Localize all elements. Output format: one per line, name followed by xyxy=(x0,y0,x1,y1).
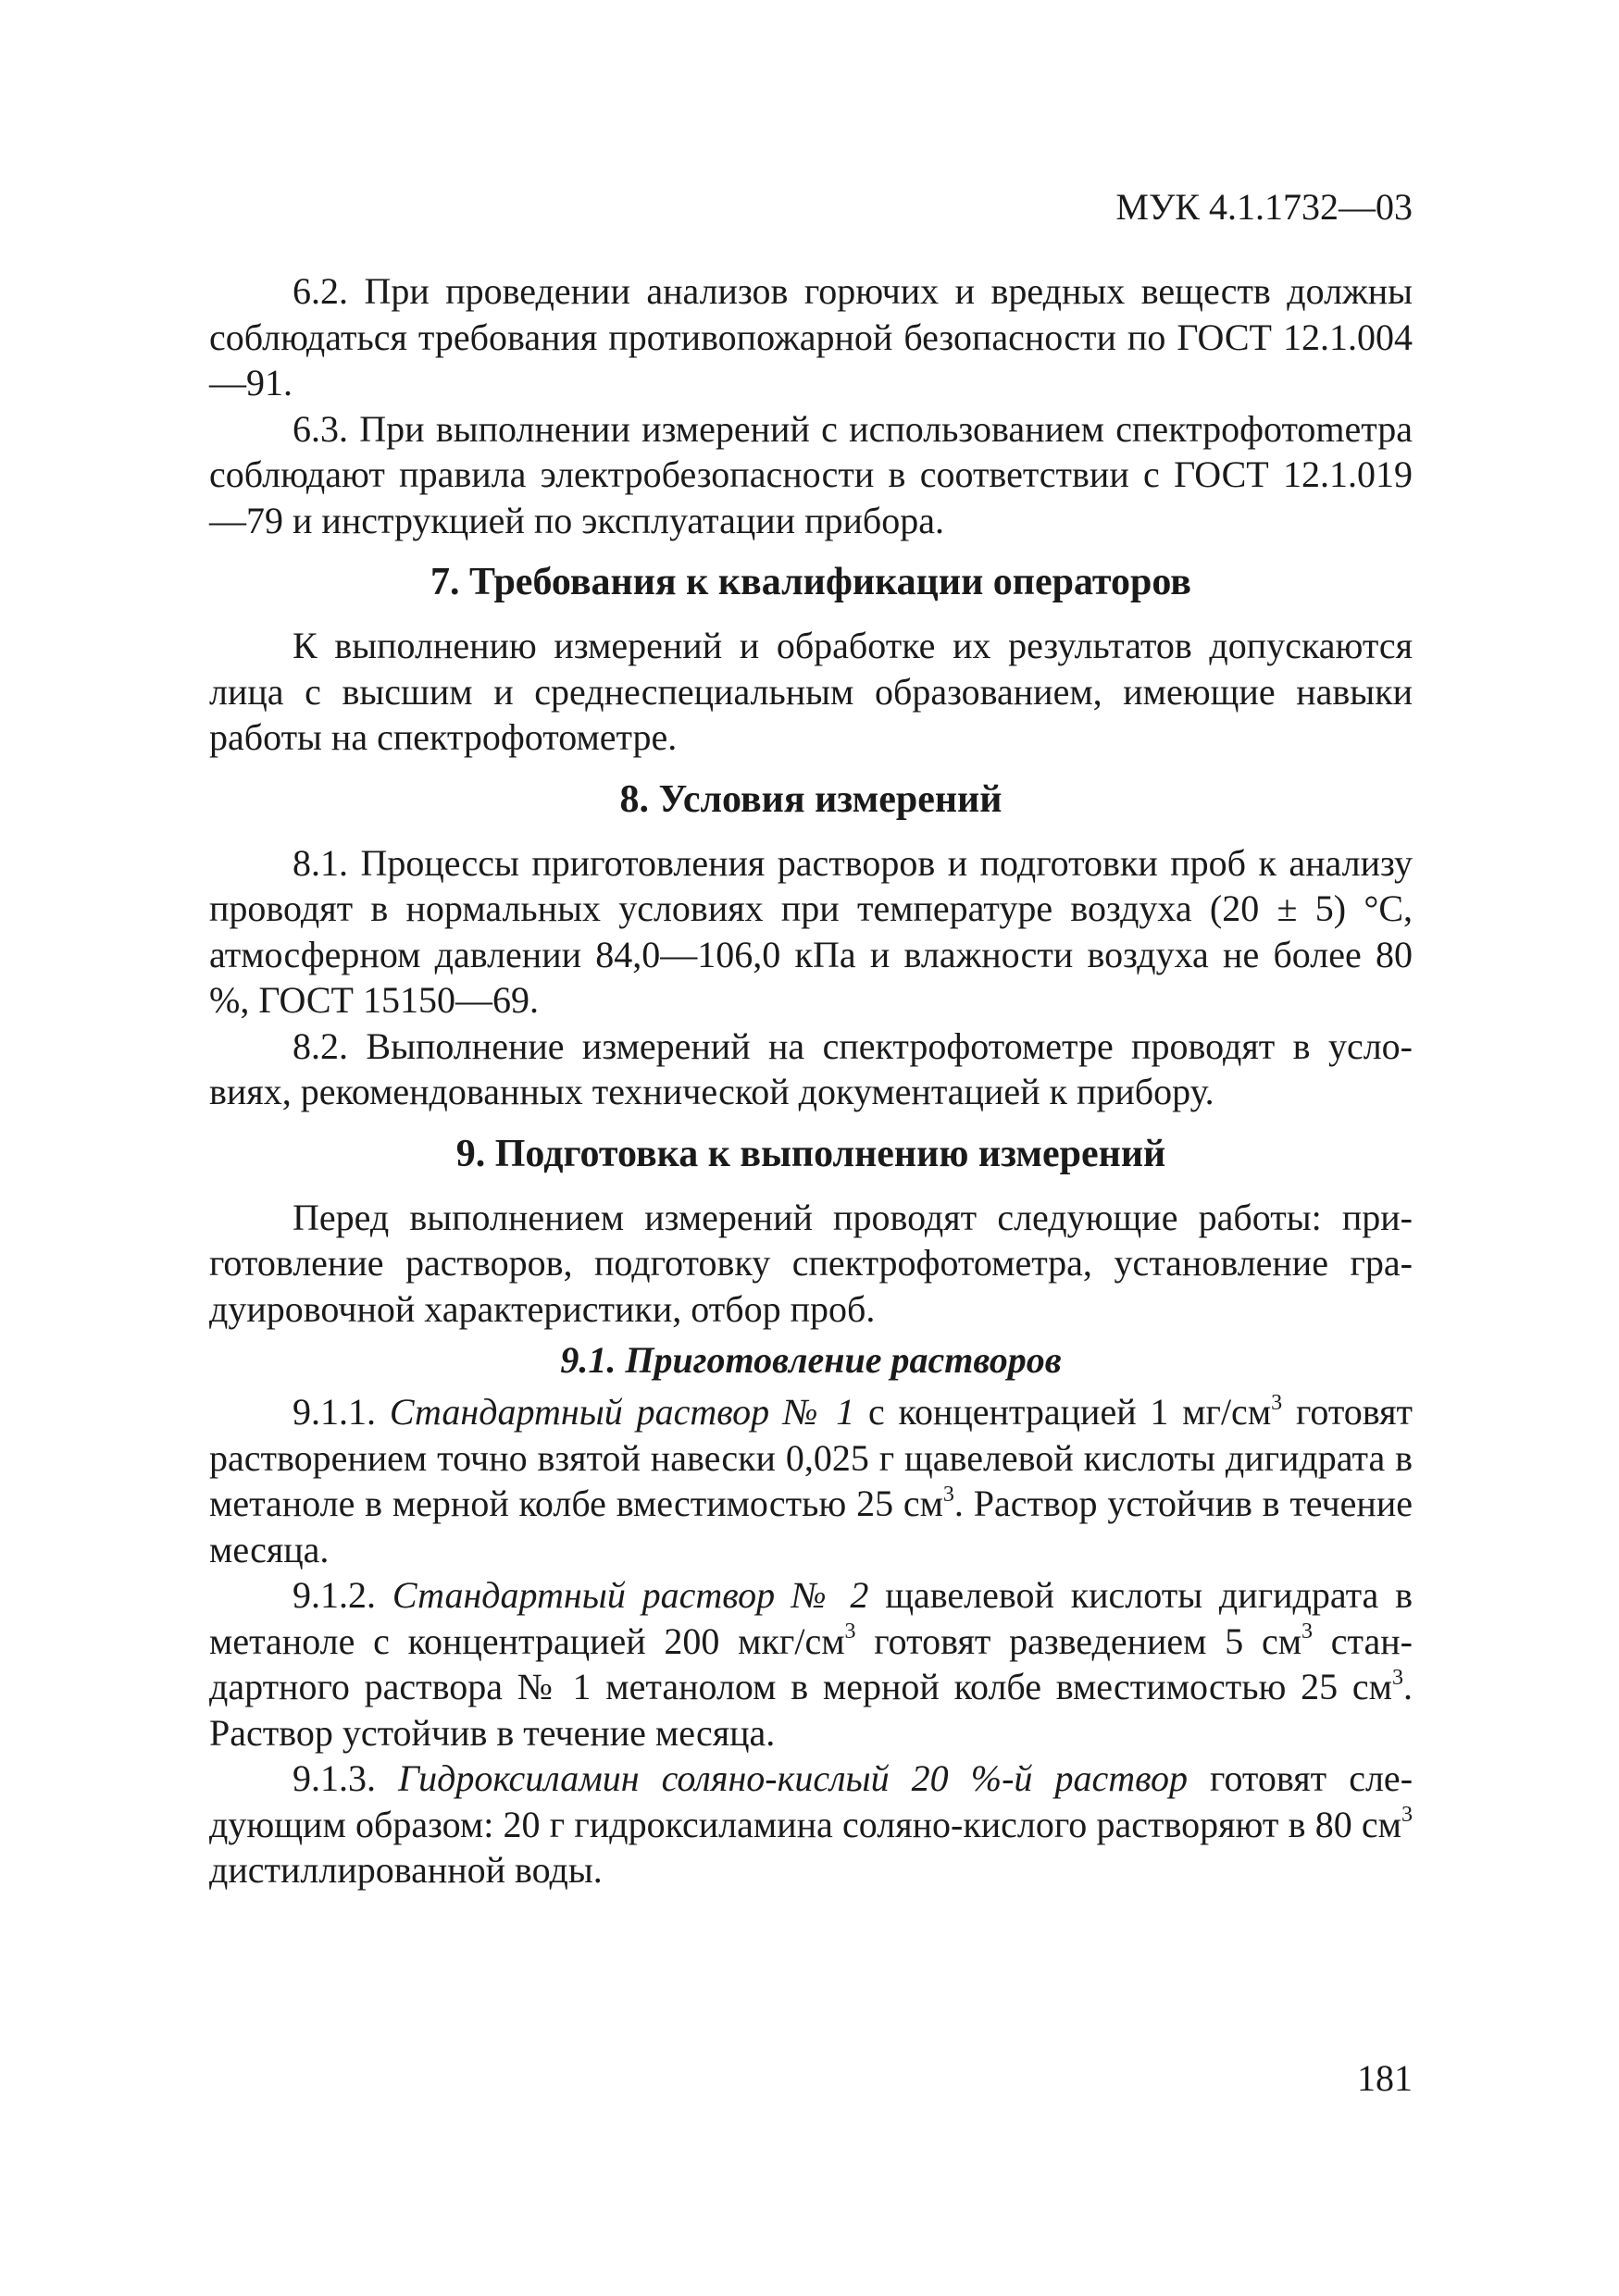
solution-name: Гидроксиламин соляно-кислый 20 %-й раствор xyxy=(398,1757,1188,1799)
solution-name: Стандартный раствор № 1 xyxy=(389,1391,855,1433)
paragraph-9-1-2 xyxy=(209,1572,1413,1756)
clause-text: . Раствор устойчив в течение месяца. xyxy=(209,1666,1413,1754)
clause-text: с концентрацией 1 мг/см xyxy=(854,1391,1272,1433)
document-code-header: МУК 4.1.1732—03 xyxy=(1115,186,1413,228)
solution-name: Стандартный раствор № 2 xyxy=(392,1574,869,1616)
superscript: 3 xyxy=(1271,1390,1283,1415)
paragraph-8-2: 8.2. Выполнение измерений на спектрофотометре проводят в условиях, рекомендованных технической документацией к прибору. xyxy=(209,1024,1413,1112)
clause-number: 9.1.1. xyxy=(293,1391,390,1433)
page-number: 181 xyxy=(1357,2057,1413,2099)
paragraph-9: Перед выполнением измерений проводят следующие работы: приготовление растворов, подготовку спектрофотометра, установление градуировочной характеристики, отбор проб. xyxy=(209,1196,1413,1330)
subsection-heading-9-1: 9.1. Приготовление растворов xyxy=(560,1339,1062,1381)
superscript: 3 xyxy=(844,1620,856,1644)
paragraph-9-1-1 xyxy=(209,1389,1413,1572)
clause-number: 9.1.3. xyxy=(293,1757,399,1799)
document-body xyxy=(209,268,1413,1893)
superscript: 3 xyxy=(1401,1803,1413,1828)
paragraph-9-1-3 xyxy=(209,1756,1413,1893)
clause-text: дистиллированной воды. xyxy=(209,1849,603,1891)
superscript: 3 xyxy=(1301,1620,1314,1644)
clause-text: готовят следующим образом: 20 г гидроксиламина соляно-кислого растворяют в 80 см xyxy=(209,1757,1414,1845)
paragraph-6-2: 6.2. При проведении анализов горючих и вредных веществ должны соблюдаться требования противопожарной безопасности по ГОСТ 12.1.004—91. xyxy=(209,270,1413,403)
section-heading-9: 9. Подготовка к выполнению измерений xyxy=(455,1132,1166,1175)
section-heading-8: 8. Условия измерений xyxy=(619,777,1003,821)
superscript: 3 xyxy=(1392,1665,1403,1690)
clause-text: . Раствор устойчив в течение месяца. xyxy=(209,1483,1413,1570)
clause-text: стандартного раствора № 1 метанолом в мерной колбе вместимостью 25 см xyxy=(209,1620,1413,1707)
paragraph-8-1: 8.1. Процессы приготовления растворов и подготовки проб к анализу проводят в нормальных условиях при температуре воздуха (20 ± 5) °С, атмосферном давлении 84,0—106,0 кПа и влажности воздуха не более 80 %, ГОСТ 15150—69. xyxy=(209,841,1413,1021)
clause-text: готовят растворением точно взятой навески 0,025 г щавелевой кислоты дигидрата в метаноле в мерной колбе вместимостью 25 см xyxy=(209,1391,1414,1524)
clause-number: 9.1.2. xyxy=(293,1574,392,1616)
paragraph-7: К выполнению измерений и обработке их результатов допускаются лица с высшим и среднеспециальным образованием, имеющие навыки работы на спектрофотометре. xyxy=(209,625,1413,758)
clause-text: готовят разведением 5 см xyxy=(855,1620,1302,1662)
paragraph-6-3: 6.3. При выполнении измерений с использованием спектрофотоmетра соблюдают правила электробезопасности в соответствии с ГОСТ 12.1.019—79 и инструкцией по эксплуатации прибора. xyxy=(209,407,1413,541)
section-heading-7: 7. Требования к квалификации операторов xyxy=(430,561,1191,603)
superscript: 3 xyxy=(942,1482,954,1507)
clause-text: щавелевой кислоты дигидрата в метаноле с концентрацией 200 мкг/см xyxy=(209,1574,1414,1662)
